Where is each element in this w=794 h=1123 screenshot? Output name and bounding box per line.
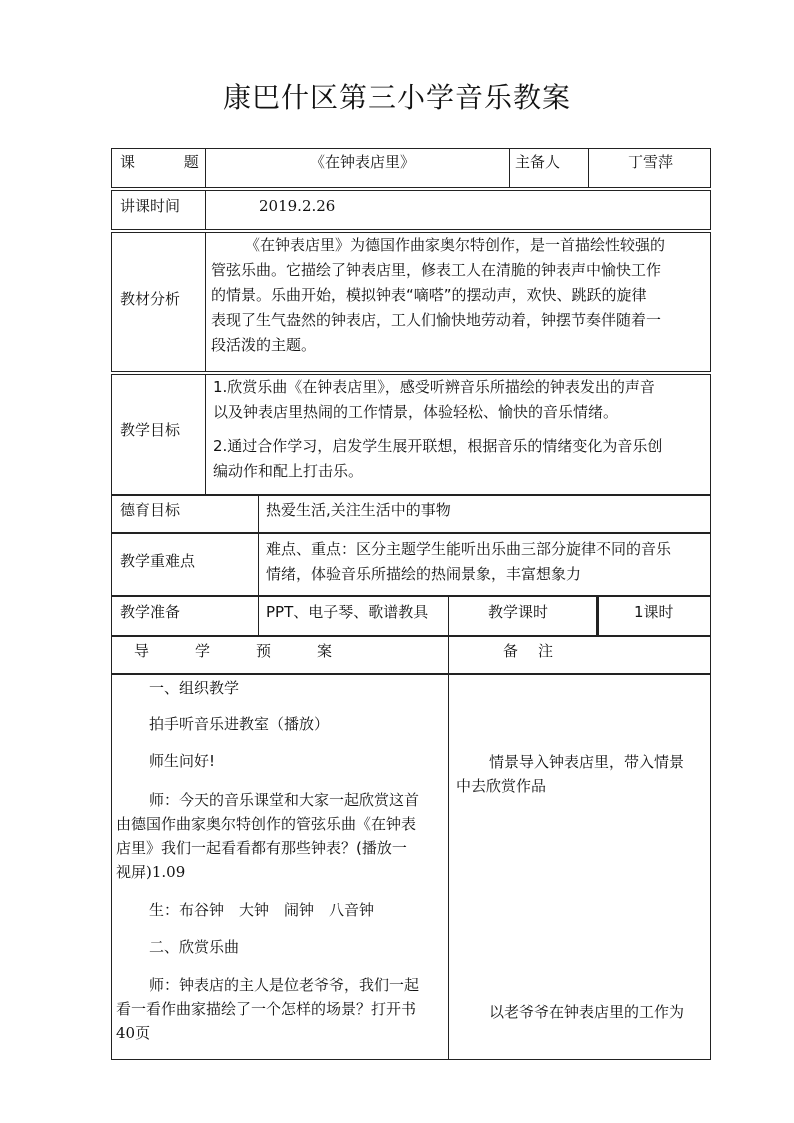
topic-label: 课 题 [120, 153, 221, 171]
plan-line: 师：今天的音乐课堂和大家一起欣赏这首 [149, 791, 420, 809]
lead-label: 主备人 [515, 153, 561, 171]
goals-line: 以及钟表店里热闹的工作情景，体验轻松、愉快的音乐情绪。 [213, 403, 619, 421]
plan-header-right: 备注 [503, 642, 574, 660]
analysis-text [211, 233, 665, 358]
analysis-line: 表现了生气盎然的钟表店，工人们愉快地劳动着，钟摆节奏伴随着一 [211, 311, 662, 329]
plan-line: 生：布谷钟 大钟 闹钟 八音钟 [149, 901, 375, 919]
keypoints-text [266, 537, 671, 587]
goals-line: 1.欣赏乐曲《在钟表店里》，感受听辨音乐所描绘的钟表发出的声音 [213, 378, 655, 396]
time-value: 2019.2.26 [259, 197, 336, 215]
analysis-line: 段活泼的主题。 [211, 336, 317, 354]
hours-label: 教学课时 [488, 603, 549, 621]
moral-value: 热爱生活,关注生活中的事物 [266, 501, 451, 519]
analysis-line: 管弦乐曲。它描绘了钟表店里，修表工人在清脆的钟表声中愉快工作 [211, 261, 662, 279]
topic-value: 《在钟表店里》 [310, 153, 416, 171]
plan-line: 二、欣赏乐曲 [149, 938, 240, 956]
goals-line: 2.通过合作学习，启发学生展开联想，根据音乐的情绪变化为音乐创 [213, 437, 663, 455]
plan-line: 师：钟表店的主人是位老爷爷，我们一起 [149, 976, 420, 994]
time-label: 讲课时间 [120, 197, 181, 215]
hours-value: 1课时 [634, 603, 674, 621]
analysis-line: 《在钟表店里》为德国作曲家奥尔特创作，是一首描绘性较强的 [245, 236, 666, 254]
keypoints-line: 情绪，体验音乐所描绘的热闹景象，丰富想象力 [266, 565, 582, 583]
plan-line: 视屏)1.09 [116, 863, 186, 881]
keypoints-line: 难点、重点：区分主题学生能听出乐曲三部分旋律不同的音乐 [266, 540, 672, 558]
plan-line: 看一看作曲家描绘了一个怎样的场景？打开书 [116, 1000, 417, 1018]
plan-line: 店里》我们一起看看都有那些钟表？(播放一 [116, 839, 407, 857]
plan-line: 40页 [116, 1024, 151, 1042]
goals-label: 教学目标 [120, 421, 181, 439]
note-line: 以老爷爷在钟表店里的工作为 [489, 1003, 685, 1021]
analysis-label: 教材分析 [120, 290, 181, 308]
note-line: 情景导入钟表店里，带入情景 [489, 753, 685, 771]
lead-value: 丁雪萍 [628, 153, 674, 171]
plan-line: 师生问好! [149, 752, 216, 770]
prep-value: PPT、电子琴、歌谱教具 [266, 603, 429, 621]
plan-header-left: 导学预案 [134, 642, 379, 660]
plan-line: 一、组织教学 [149, 679, 240, 697]
plan-paragraph [116, 973, 419, 1045]
plan-line: 由德国作曲家奥尔特创作的管弦乐曲《在钟表 [116, 815, 417, 833]
plan-line: 拍手听音乐进教室（播放） [149, 715, 330, 733]
note-line: 中去欣赏作品 [456, 777, 547, 795]
goals-text [213, 375, 662, 484]
document-title: 康巴什区第三小学音乐教案 [222, 81, 571, 114]
prep-label: 教学准备 [120, 603, 181, 621]
time-row [111, 190, 711, 230]
plan-paragraph [116, 788, 419, 884]
analysis-line: 的情景。乐曲开始，模拟钟表“嘀嗒”的摆动声，欢快、跳跃的旋律 [211, 286, 647, 304]
notes-paragraph [456, 750, 684, 798]
keypoints-label: 教学重难点 [120, 552, 196, 570]
goals-line: 编动作和配上打击乐。 [213, 462, 364, 480]
moral-label: 德育目标 [120, 501, 181, 519]
